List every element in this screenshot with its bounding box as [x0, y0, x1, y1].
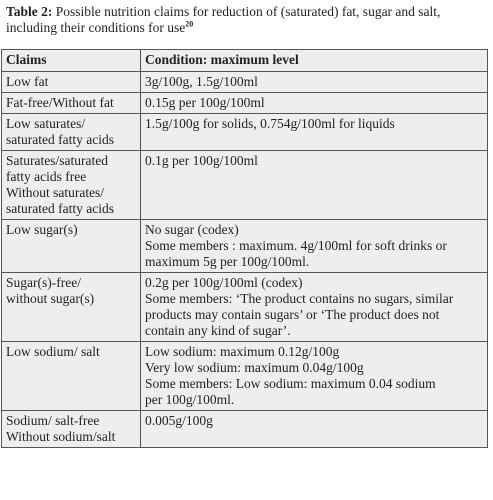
table-row — [2, 342, 488, 411]
condition-text: 0.1g per 100g/100ml — [145, 153, 258, 168]
claim-text: saturated fatty acids — [6, 132, 114, 147]
caption-reference: 20 — [185, 19, 194, 29]
table-row — [2, 411, 488, 448]
claim-cell — [2, 220, 141, 273]
condition-text: 0.15g per 100g/100ml — [145, 95, 265, 110]
condition-cell — [141, 342, 488, 411]
condition-text: 0.2g per 100g/100ml (codex) — [145, 275, 303, 290]
condition-text: 3g/100g, 1.5g/100ml — [145, 74, 258, 89]
claim-text: Low sodium/ salt — [6, 344, 100, 359]
claim-text: Without saturates/ — [6, 185, 105, 200]
claim-text: Fat-free/Without fat — [6, 95, 114, 110]
condition-text: Some members: ‘The product contains no sugars, similar — [145, 291, 454, 306]
condition-cell — [141, 114, 488, 151]
table-caption — [6, 4, 476, 36]
table-row — [2, 151, 488, 220]
claim-text: Low saturates/ — [6, 116, 86, 131]
condition-cell — [141, 220, 488, 273]
claim-text: saturated fatty acids — [6, 201, 114, 216]
condition-text: contain any kind of sugar’. — [145, 323, 291, 338]
table-header-row — [2, 50, 488, 72]
claim-cell — [2, 72, 141, 93]
condition-cell — [141, 273, 488, 342]
claim-text: without sugar(s) — [6, 291, 95, 306]
claim-text: Sugar(s)-free/ — [6, 275, 81, 290]
condition-text: Low sodium: maximum 0.12g/100g — [145, 344, 340, 359]
condition-cell — [141, 93, 488, 114]
claim-text: fatty acids free — [6, 169, 87, 184]
claim-cell — [2, 411, 141, 448]
caption-text: Possible nutrition claims for reduction of (saturated) fat, sugar and salt, including their conditions for use — [6, 4, 441, 35]
condition-text: 0.005g/100g — [145, 413, 213, 428]
condition-text: per 100g/100ml. — [145, 392, 235, 407]
table-row — [2, 273, 488, 342]
header-condition: Condition: maximum level — [141, 50, 488, 72]
condition-cell — [141, 72, 488, 93]
table-row — [2, 114, 488, 151]
claim-text: Low sugar(s) — [6, 222, 78, 237]
claim-cell — [2, 342, 141, 411]
table-row — [2, 220, 488, 273]
claim-cell — [2, 93, 141, 114]
claim-text: Low fat — [6, 74, 49, 89]
claim-text: Sodium/ salt-free — [6, 413, 100, 428]
caption-label: Table 2: — [6, 4, 53, 19]
condition-text: products may contain sugars’ or ‘The product does not — [145, 307, 440, 322]
condition-text: Very low sodium: maximum 0.04g/100g — [145, 360, 364, 375]
table-row — [2, 72, 488, 93]
claim-text: Without sodium/salt — [6, 429, 116, 444]
header-claims: Claims — [2, 50, 141, 72]
condition-cell — [141, 411, 488, 448]
condition-text: 1.5g/100g for solids, 0.754g/100ml for liquids — [145, 116, 395, 131]
condition-text: No sugar (codex) — [145, 222, 239, 237]
claim-text: Saturates/saturated — [6, 153, 108, 168]
table-row — [2, 93, 488, 114]
claim-cell — [2, 151, 141, 220]
condition-text: Some members : maximum. 4g/100ml for soft drinks or — [145, 238, 447, 253]
nutrition-claims-table — [1, 49, 488, 448]
condition-cell — [141, 151, 488, 220]
claim-cell — [2, 273, 141, 342]
claim-cell — [2, 114, 141, 151]
condition-text: Some members: Low sodium: maximum 0.04 sodium — [145, 376, 436, 391]
condition-text: maximum 5g per 100g/100ml. — [145, 254, 310, 269]
